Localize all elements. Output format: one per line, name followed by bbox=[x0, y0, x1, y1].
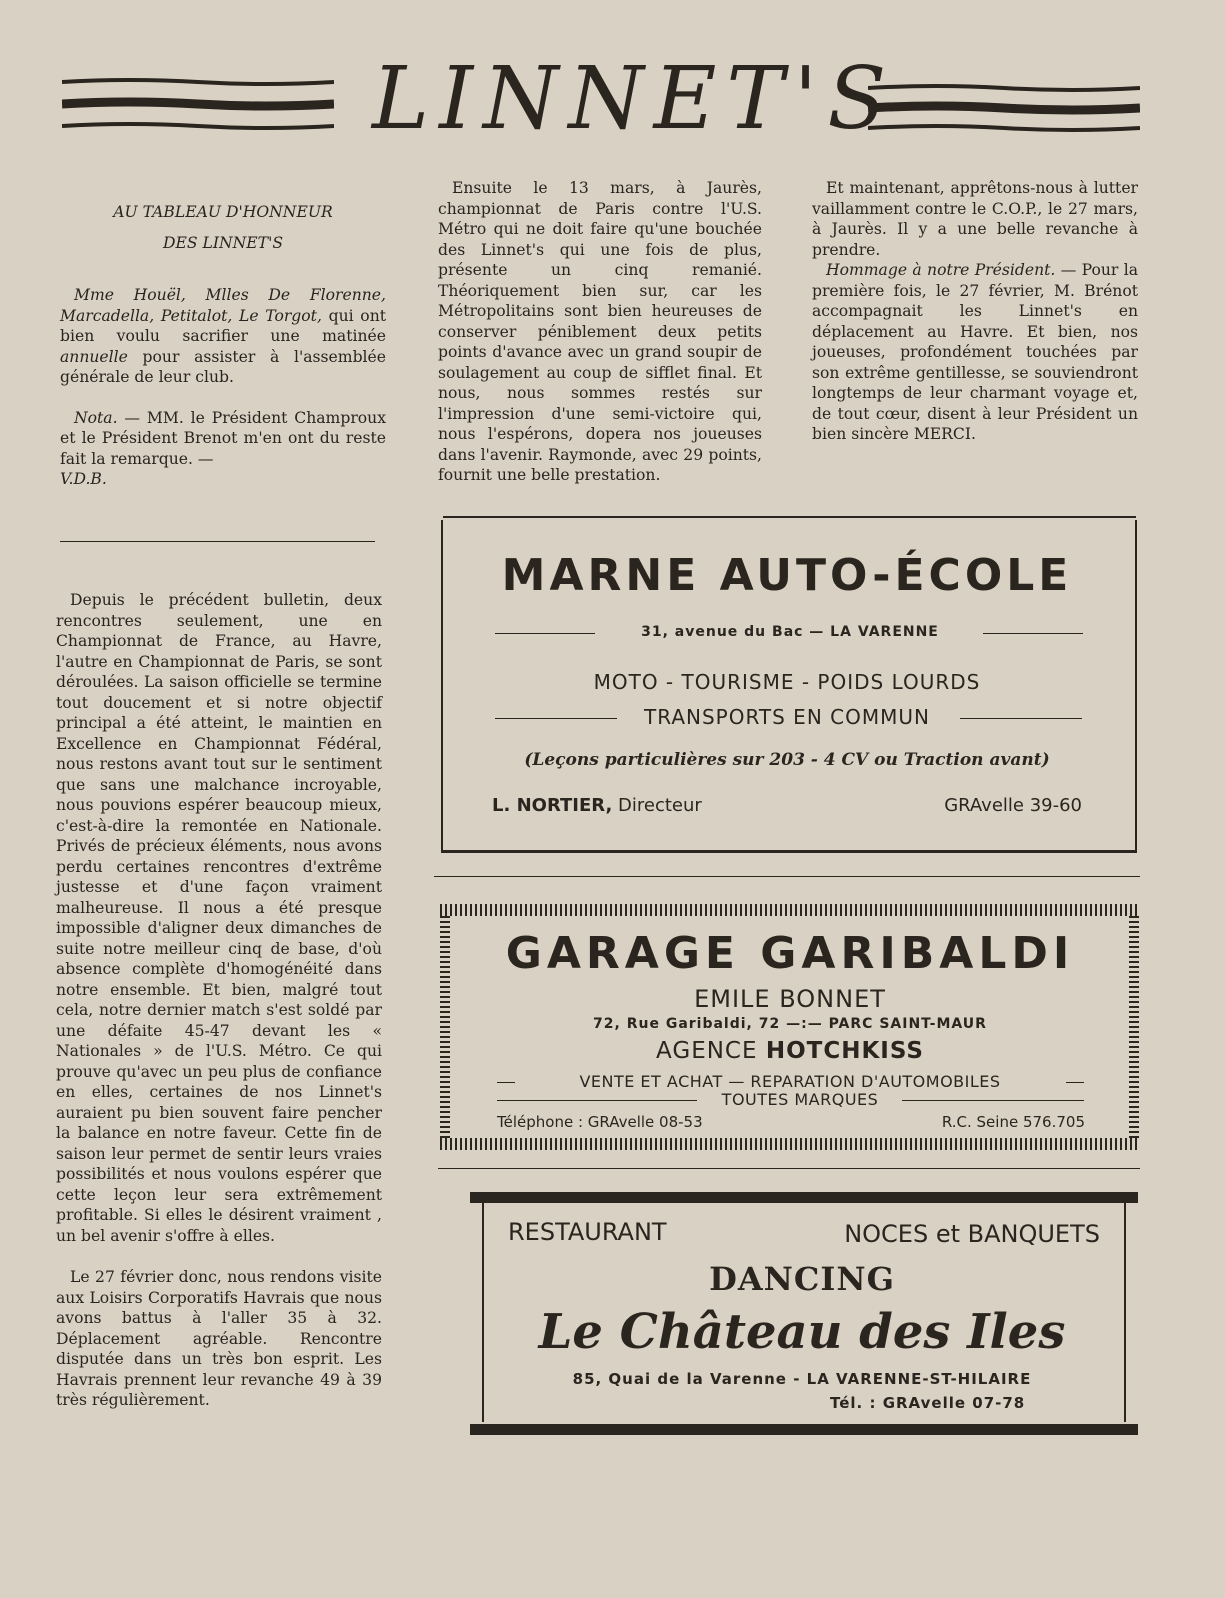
season-report bbox=[56, 590, 382, 1411]
marne-line-1: MOTO - TOURISME - POIDS LOURDS bbox=[593, 670, 981, 694]
honour-title-1: AU TABLEAU D'HONNEUR bbox=[113, 203, 333, 221]
garage-phone: Téléphone : GRAvelle 08-53 bbox=[497, 1113, 703, 1131]
maintenant-paragraph: Et maintenant, apprêtons-nous à lutter vaillamment contre le C.O.P., le 27 mars, à Jaurès. Il y a une belle revanche à prendre. bbox=[812, 179, 1138, 259]
right-wave-lines bbox=[868, 84, 1140, 134]
mars-paragraph: Ensuite le 13 mars, à Jaurès, championnat de Paris contre l'U.S. Métro qui ne doit faire qu'une bouchée des Linnet's qui une fois de plus, présente un cinq remanié. Théoriquement bien sur, car les Métropolitains sont bien heureuses de conserver péniblement deux petits points d'avance avec un grand soupir de soulagement au coup de sifflet final. Et nous, nous sommes restés sur l'impression d'une semi-victoire qui, nous l'espérons, dopera nos joueuses dans l'avenir. Raymonde, avec 29 points, fournit une belle prestation. bbox=[438, 179, 762, 484]
marne-line2-rule-left bbox=[495, 718, 617, 719]
chateau-phone: Tél. : GRAvelle 07-78 bbox=[830, 1394, 1026, 1412]
garage-services-dash-right bbox=[1066, 1082, 1084, 1083]
hommage-section bbox=[812, 178, 1138, 445]
depuis-paragraph: Depuis le précédent bulletin, deux rencontres seulement, une en Championnat de France, au Havre, l'autre en Championnat de Paris, se sont déroulées. La saison officielle se termine tout doucement et si notre objectif principal a été atteint, le maintien en Excellence en Championnat Fédéral, nous restons avant tout sur le sentiment que sans une malchance incroyable, nous pouvions espérer beaucoup mieux, c'est-à-dire la remontée en Nationale. Privés de précieux éléments, nous avons perdu certaines rencontres d'extrême justesse et d'une façon vraiment malheureuse. Il nous a été presque impossible d'aligner deux dimanches de suite notre meilleur cinq de base, d'où absence complète d'homogénéité dans notre ensemble. Et bien, malgré tout cela, notre dernier match s'est soldé par une défaite 45-47 devant les « Nationales » de l'U.S. Métro. Ce qui prouve qu'avec un peu plus de confiance en elles, certaines de nos Linnet's auraient pu bien souvent faire pencher la balance en notre faveur. Cette fin de saison leur permet de sentir leurs vraies possibilités et nous voulons espérer que cette leçon leur sera extrêmement profitable. Si elles le désirent vraiment , un bel avenir s'offre à elles. bbox=[56, 591, 382, 1245]
garage-brands-rule-right bbox=[902, 1100, 1084, 1101]
garage-title: GARAGE GARIBALDI bbox=[505, 928, 1075, 979]
honour-title-2: DES LINNET'S bbox=[162, 233, 284, 252]
hommage-paragraph: Hommage à notre Président. — Pour la première fois, le 27 février, M. Brénot accompagnait les Linnet's en déplacement au Havre. Et bien, nos joueuses, profondément touchées par son extrême gentillesse, se souviendront longtemps de leur charmant voyage et, de tout cœur, disent à leur Président un bien sincère MERCI. bbox=[812, 261, 1138, 443]
honour-paragraph: Mme Houël, Mlles De Florenne, Marcadella, Petitalot, Le Torgot, qui ont bien voulu sacrifier une matinée annuelle pour assister à l'assemblée générale de leur club. bbox=[60, 286, 386, 386]
garage-left-border bbox=[440, 916, 450, 1138]
marne-address-rule-right bbox=[983, 633, 1083, 634]
garage-brands: TOUTES MARQUES bbox=[721, 1090, 879, 1109]
chateau-dancing: DANCING bbox=[709, 1260, 895, 1298]
column-divider bbox=[60, 541, 375, 542]
ad-separator-2 bbox=[438, 1168, 1140, 1169]
marne-phone: GRAvelle 39-60 bbox=[944, 795, 1082, 816]
ad-separator-1 bbox=[434, 876, 1140, 877]
garage-bottom-border bbox=[440, 1138, 1140, 1150]
chateau-restaurant: RESTAURANT bbox=[508, 1218, 667, 1246]
chateau-name: Le Château des Iles bbox=[538, 1304, 1066, 1360]
chateau-top-bar bbox=[470, 1192, 1138, 1203]
mars-report bbox=[438, 178, 762, 486]
garage-right-border bbox=[1129, 916, 1139, 1138]
marne-top-rule bbox=[443, 516, 1136, 518]
chateau-bottom-bar bbox=[470, 1424, 1138, 1435]
marne-line2-rule-right bbox=[960, 718, 1082, 719]
garage-address: 72, Rue Garibaldi, 72 —:— PARC SAINT-MAUR bbox=[593, 1016, 987, 1032]
chateau-noces: NOCES et BANQUETS bbox=[844, 1220, 1100, 1248]
garage-brands-rule-left bbox=[497, 1100, 697, 1101]
garage-top-border bbox=[440, 904, 1140, 916]
fevrier-paragraph: Le 27 février donc, nous rendons visite aux Loisirs Corporatifs Havrais que nous avons battus à l'aller 35 à 32. Déplacement agréable. Rencontre disputée dans un très bon esprit. Les Havrais prennent leur revanche 49 à 39 très régulièrement. bbox=[56, 1268, 382, 1409]
marne-line-2: TRANSPORTS EN COMMUN bbox=[644, 705, 930, 729]
left-wave-lines bbox=[62, 76, 334, 136]
garage-rc: R.C. Seine 576.705 bbox=[941, 1113, 1085, 1131]
garage-services-dash-left bbox=[497, 1082, 515, 1083]
marne-title: MARNE AUTO-ÉCOLE bbox=[501, 550, 1073, 601]
nota-paragraph: Nota. — MM. le Président Champroux et le Président Brenot m'en ont du reste fait la remarque. — V.D.B. bbox=[60, 408, 386, 488]
marne-lessons: (Leçons particulières sur 203 - 4 CV ou Traction avant) bbox=[524, 750, 1050, 770]
garage-agency: AGENCE HOTCHKISS bbox=[656, 1038, 924, 1064]
marne-address-rule-left bbox=[495, 633, 595, 634]
marne-director: L. NORTIER, Directeur bbox=[492, 795, 702, 816]
chateau-address: 85, Quai de la Varenne - LA VARENNE-ST-HILAIRE bbox=[572, 1370, 1032, 1388]
marne-address: 31, avenue du Bac — LA VARENNE bbox=[641, 624, 939, 640]
garage-owner: EMILE BONNET bbox=[694, 985, 886, 1013]
garage-services: VENTE ET ACHAT — REPARATION D'AUTOMOBILES bbox=[579, 1072, 1001, 1091]
page-title: LINNET'S bbox=[372, 49, 897, 149]
honour-section bbox=[60, 198, 386, 490]
